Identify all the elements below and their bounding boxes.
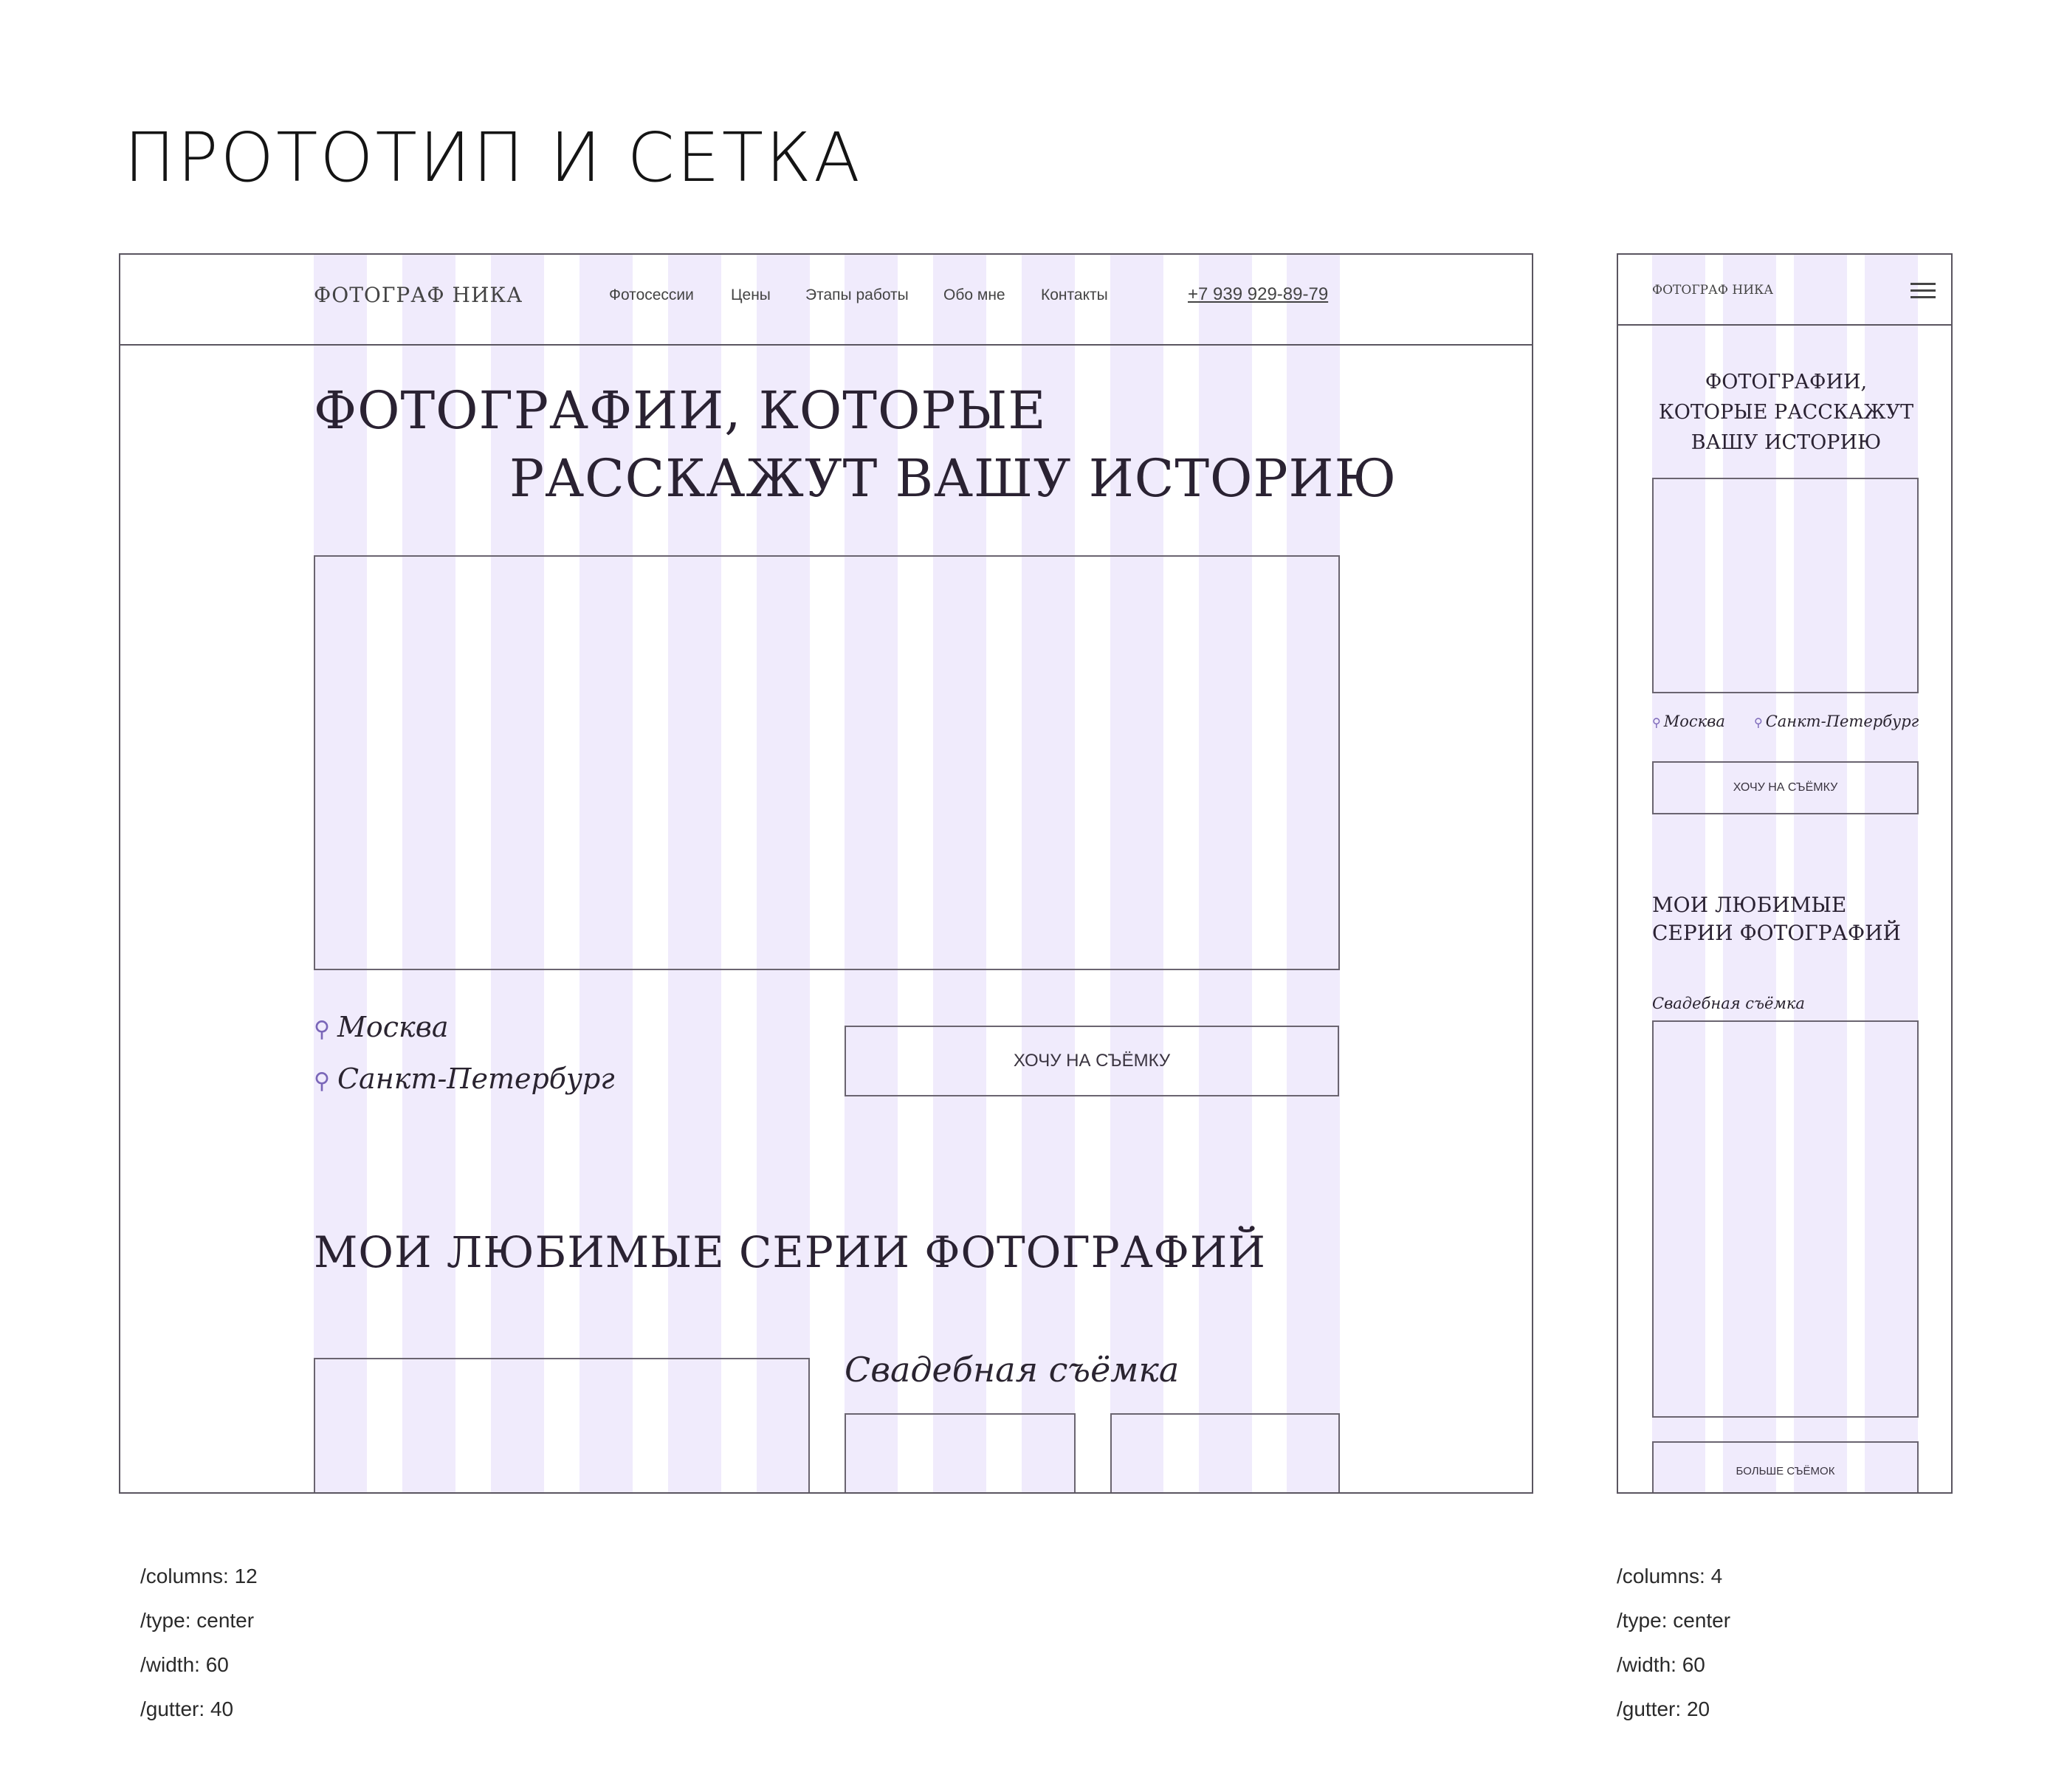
series-title: Свадебная съёмка bbox=[845, 1350, 1180, 1390]
map-pin-icon: ⚲ bbox=[314, 1017, 330, 1043]
grid-spec-columns: /columns: 4 bbox=[1617, 1565, 1723, 1587]
nav-link-about[interactable]: Обо мне bbox=[943, 286, 1005, 303]
site-logo[interactable]: ФОТОГРАФ НИКА bbox=[314, 283, 523, 307]
map-pin-icon: ⚲ bbox=[1754, 715, 1763, 729]
nav-link-contacts[interactable]: Контакты bbox=[1041, 286, 1108, 303]
city-spb bbox=[314, 1063, 615, 1095]
hero-line: ВАШУ ИСТОРИЮ bbox=[1691, 431, 1882, 454]
series-thumb-placeholder bbox=[1110, 1413, 1340, 1494]
hero-title-line-2: РАССКАЖУТ ВАШУ ИСТОРИЮ bbox=[509, 448, 1397, 509]
city-label: Санкт-Петербург bbox=[1765, 713, 1919, 730]
book-shoot-button[interactable]: ХОЧУ НА СЪЁМКУ bbox=[1652, 761, 1919, 814]
map-pin-icon: ⚲ bbox=[1652, 715, 1661, 729]
mobile-hero-image-placeholder bbox=[1652, 478, 1919, 693]
grid-spec-width: /width: 60 bbox=[140, 1653, 229, 1676]
series-heading: МОИ ЛЮБИМЫЕ СЕРИИ ФОТОГРАФИЙ bbox=[314, 1227, 1266, 1277]
grid-spec-type: /type: center bbox=[140, 1609, 255, 1632]
nav-link-stages[interactable]: Этапы работы bbox=[805, 286, 909, 303]
hero-line: КОТОРЫЕ РАССКАЖУТ bbox=[1658, 401, 1914, 424]
hero-title-line-1: ФОТОГРАФИИ, КОТОРЫЕ bbox=[314, 380, 1047, 441]
series-title: Свадебная съёмка bbox=[1652, 995, 1805, 1012]
grid-spec-gutter: /gutter: 20 bbox=[1617, 1697, 1710, 1720]
grid-spec-width: /width: 60 bbox=[1617, 1653, 1705, 1676]
mobile-hero-title bbox=[1633, 367, 1939, 458]
hamburger-menu-icon[interactable] bbox=[1910, 283, 1936, 299]
city-moscow bbox=[1652, 713, 1725, 730]
city-spb bbox=[1754, 713, 1919, 730]
page-title: ПРОТОТИП И СЕТКА bbox=[124, 118, 862, 197]
mobile-grid-specs bbox=[1617, 1554, 1730, 1731]
desktop-prototype-frame bbox=[119, 253, 1533, 1494]
series-image-placeholder bbox=[1652, 1020, 1919, 1418]
grid-spec-gutter: /gutter: 40 bbox=[140, 1697, 234, 1720]
hero-image-placeholder bbox=[314, 555, 1340, 970]
desktop-grid-specs bbox=[140, 1554, 258, 1731]
site-logo[interactable]: ФОТОГРАФ НИКА bbox=[1652, 283, 1774, 298]
series-heading-line: СЕРИИ ФОТОГРАФИЙ bbox=[1652, 921, 1901, 945]
grid-spec-type: /type: center bbox=[1617, 1609, 1731, 1632]
city-moscow bbox=[314, 1011, 449, 1043]
series-image-placeholder bbox=[314, 1358, 810, 1494]
mobile-header bbox=[1618, 255, 1951, 326]
city-label: Москва bbox=[1663, 713, 1725, 730]
book-shoot-button[interactable]: ХОЧУ НА СЪЁМКУ bbox=[845, 1026, 1339, 1096]
series-heading-line: МОИ ЛЮБИМЫЕ bbox=[1652, 893, 1847, 917]
series-heading bbox=[1652, 891, 1901, 947]
grid-spec-columns: /columns: 12 bbox=[140, 1565, 258, 1587]
desktop-header bbox=[120, 255, 1532, 346]
phone-link[interactable]: +7 939 929-89-79 bbox=[1188, 284, 1329, 304]
series-thumb-placeholder bbox=[845, 1413, 1076, 1494]
more-shoots-button[interactable]: БОЛЬШЕ СЪЁМОК bbox=[1652, 1441, 1919, 1494]
map-pin-icon: ⚲ bbox=[314, 1068, 330, 1094]
hero-line: ФОТОГРАФИИ, bbox=[1705, 371, 1868, 394]
city-label: Санкт-Петербург bbox=[337, 1063, 615, 1095]
city-label: Москва bbox=[337, 1011, 449, 1043]
mobile-prototype-frame bbox=[1617, 253, 1953, 1494]
nav-link-photosessions[interactable]: Фотосессии bbox=[609, 286, 694, 303]
nav-link-prices[interactable]: Цены bbox=[731, 286, 771, 303]
